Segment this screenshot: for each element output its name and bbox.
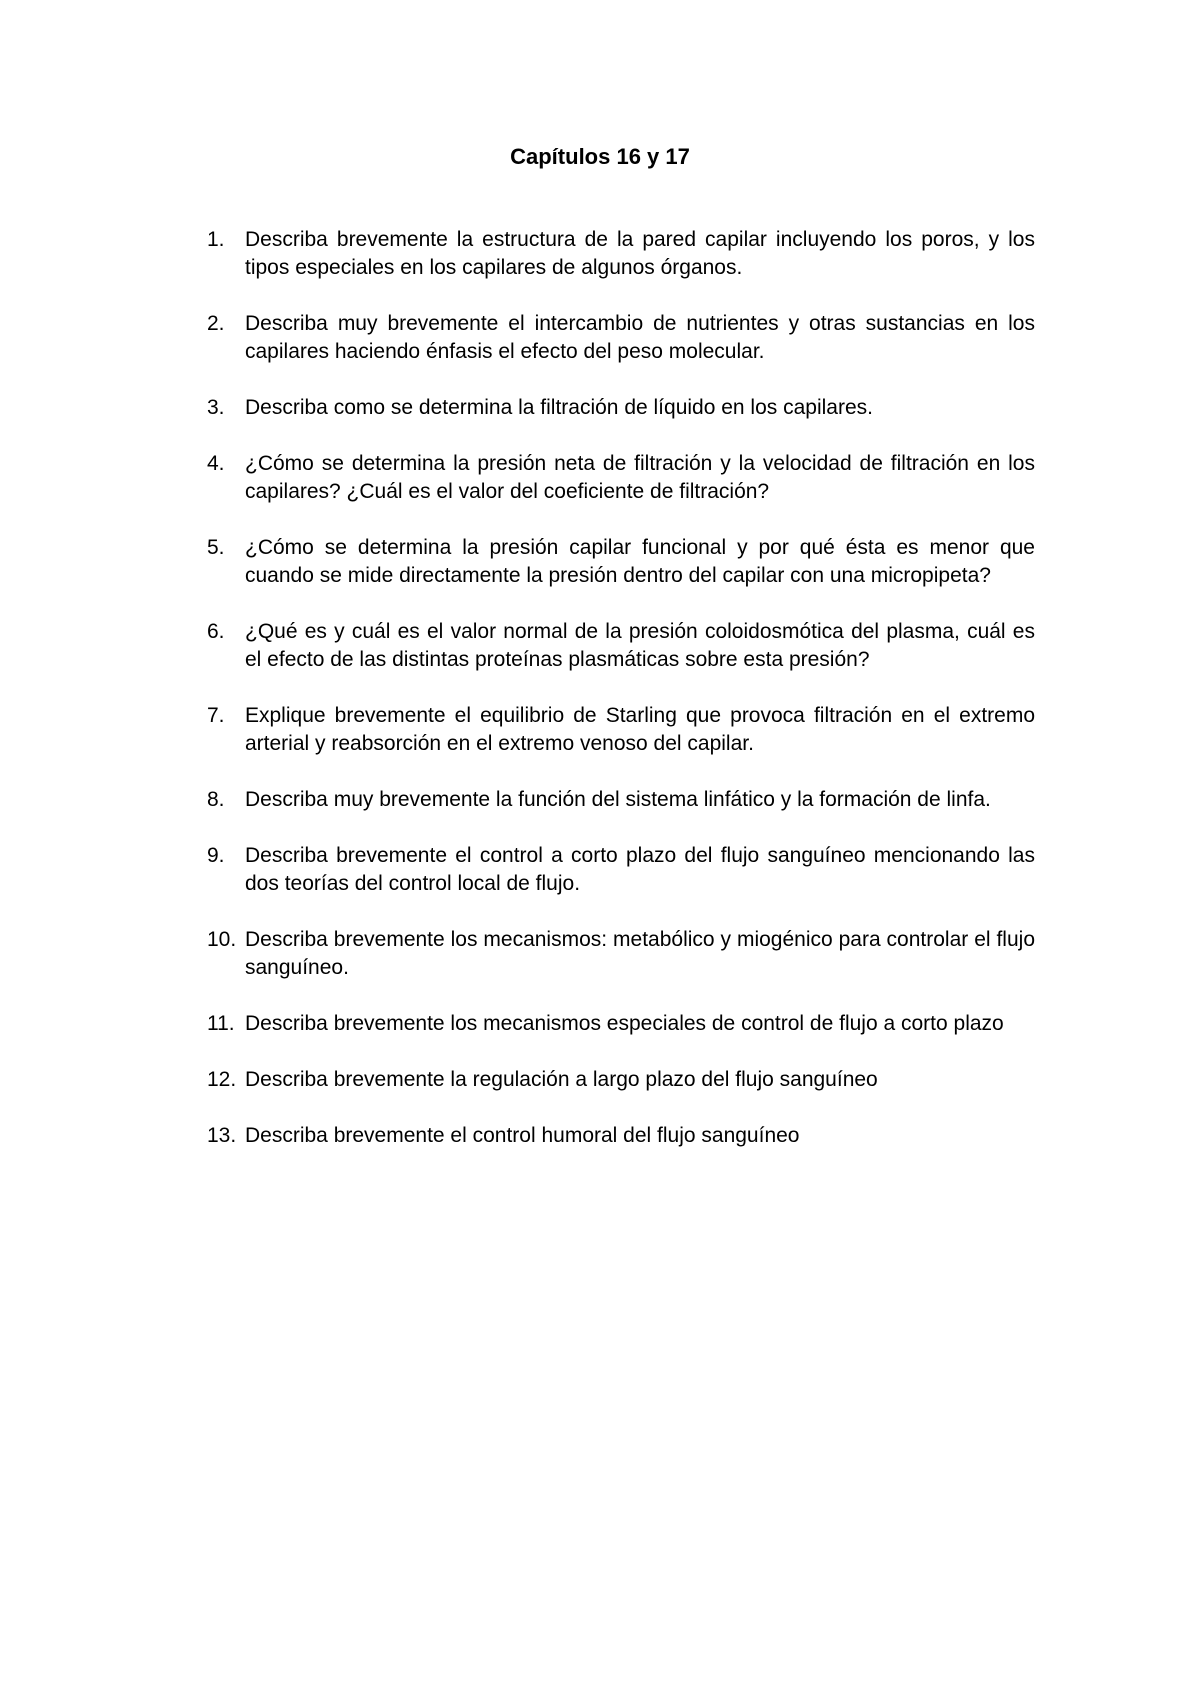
question-text: ¿Cómo se determina la presión neta de filtración y la velocidad de filtración en los capilares? ¿Cuál es el valor del coeficiente de filtración? bbox=[245, 452, 1035, 503]
question-number: 11. bbox=[207, 1012, 235, 1035]
question-item bbox=[207, 786, 1035, 814]
question-item bbox=[207, 618, 1035, 674]
question-text: Explique brevemente el equilibrio de Starling que provoca filtración en el extremo arterial y reabsorción en el extremo venoso del capilar. bbox=[245, 704, 1035, 755]
question-item bbox=[207, 394, 1035, 422]
question-number: 13. bbox=[207, 1124, 237, 1147]
question-text: Describa brevemente la estructura de la pared capilar incluyendo los poros, y los tipos especiales en los capilares de algunos órganos. bbox=[245, 228, 1035, 279]
question-item bbox=[207, 310, 1035, 366]
question-number: 7. bbox=[207, 704, 225, 727]
question-item bbox=[207, 1122, 1035, 1150]
question-item bbox=[207, 842, 1035, 898]
question-number: 2. bbox=[207, 312, 225, 335]
question-item bbox=[207, 534, 1035, 590]
question-text: Describa muy brevemente la función del sistema linfático y la formación de linfa. bbox=[245, 788, 991, 811]
question-number: 3. bbox=[207, 396, 225, 419]
question-item bbox=[207, 702, 1035, 758]
question-text: Describa muy brevemente el intercambio de nutrientes y otras sustancias en los capilares haciendo énfasis el efecto del peso molecular. bbox=[245, 312, 1035, 363]
question-text: Describa brevemente el control humoral del flujo sanguíneo bbox=[245, 1124, 800, 1147]
question-item bbox=[207, 1066, 1035, 1094]
question-item bbox=[207, 926, 1035, 982]
question-text: ¿Cómo se determina la presión capilar funcional y por qué ésta es menor que cuando se mide directamente la presión dentro del capilar con una micropipeta? bbox=[245, 536, 1035, 587]
question-text: Describa brevemente el control a corto plazo del flujo sanguíneo mencionando las dos teorías del control local de flujo. bbox=[245, 844, 1035, 895]
question-number: 12. bbox=[207, 1068, 237, 1091]
question-item bbox=[207, 1010, 1035, 1038]
question-number: 1. bbox=[207, 228, 225, 251]
question-number: 10. bbox=[207, 928, 237, 951]
question-number: 6. bbox=[207, 620, 225, 643]
question-number: 4. bbox=[207, 452, 225, 475]
question-number: 5. bbox=[207, 536, 225, 559]
question-text: ¿Qué es y cuál es el valor normal de la presión coloidosmótica del plasma, cuál es el efecto de las distintas proteínas plasmáticas sobre esta presión? bbox=[245, 620, 1035, 671]
question-text: Describa brevemente la regulación a largo plazo del flujo sanguíneo bbox=[245, 1068, 878, 1091]
question-number: 8. bbox=[207, 788, 225, 811]
question-text: Describa como se determina la filtración de líquido en los capilares. bbox=[245, 396, 873, 419]
question-item bbox=[207, 226, 1035, 282]
question-text: Describa brevemente los mecanismos: metabólico y miogénico para controlar el flujo sanguíneo. bbox=[245, 928, 1035, 979]
question-item bbox=[207, 450, 1035, 506]
question-text: Describa brevemente los mecanismos especiales de control de flujo a corto plazo bbox=[245, 1012, 1004, 1035]
page-title: Capítulos 16 y 17 bbox=[510, 144, 690, 169]
question-list bbox=[207, 226, 1035, 1178]
question-number: 9. bbox=[207, 844, 225, 867]
